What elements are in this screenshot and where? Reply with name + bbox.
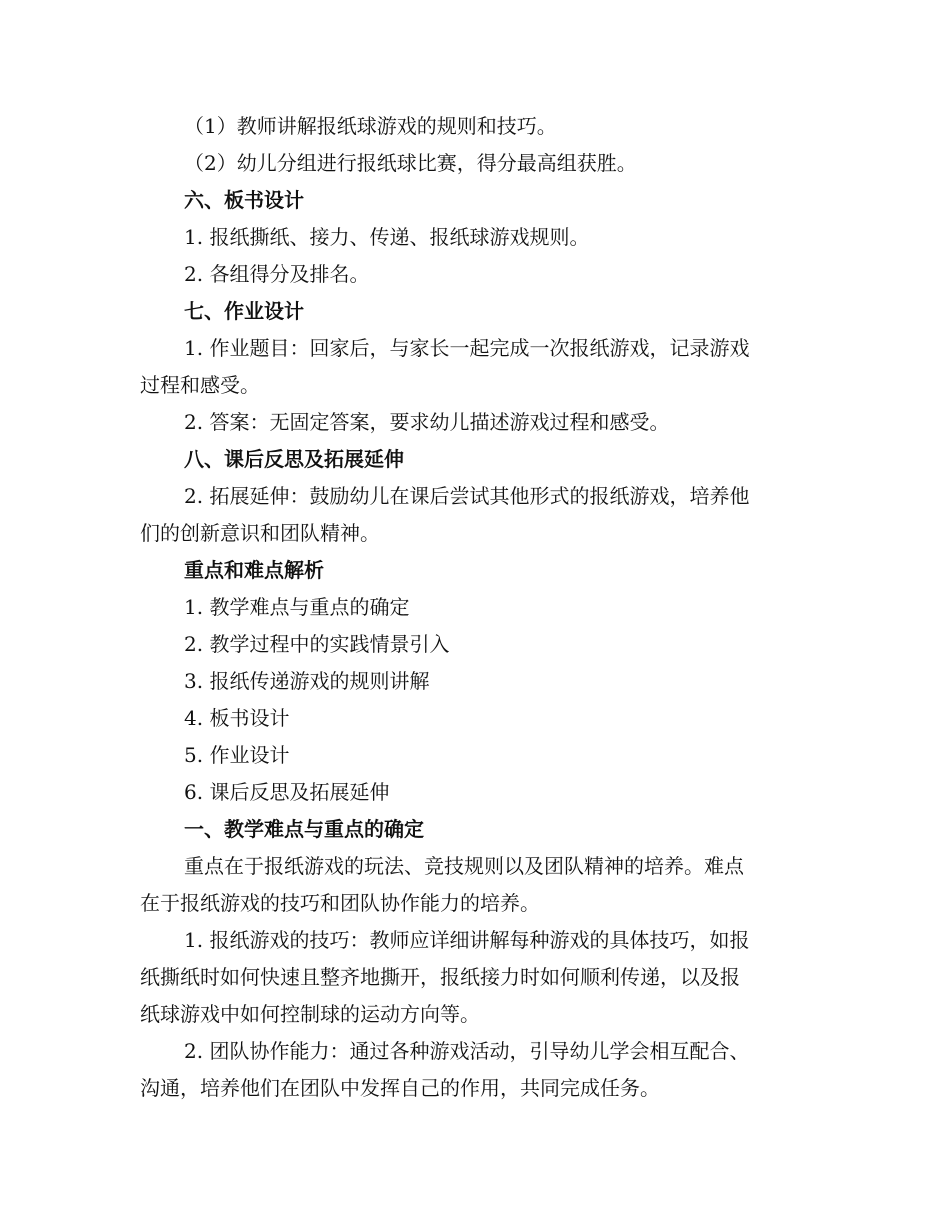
analysis-list-item-3: 3. 报纸传递游戏的规则讲解: [184, 669, 430, 693]
section-heading-key-difficult: 一、教学难点与重点的确定: [184, 817, 424, 841]
analysis-list-item-6: 6. 课后反思及拓展延伸: [184, 780, 390, 804]
paragraph-teamwork: 2. 团队协作能力：通过各种游戏活动，引导幼儿学会相互配合、: [184, 1039, 750, 1063]
paragraph-game-skills-cont-1: 纸撕纸时如何快速且整齐地撕开，报纸接力时如何顺利传递，以及报: [140, 965, 740, 989]
paragraph-key-points-cont: 在于报纸游戏的技巧和团队协作能力的培养。: [140, 891, 540, 915]
section-heading-board-design: 六、板书设计: [184, 188, 304, 212]
reflection-item-2: 2. 拓展延伸：鼓励幼儿在课后尝试其他形式的报纸游戏，培养他: [184, 484, 750, 508]
homework-item-1: 1. 作业题目：回家后，与家长一起完成一次报纸游戏，记录游戏: [184, 336, 750, 360]
board-design-item-1: 1. 报纸撕纸、接力、传递、报纸球游戏规则。: [184, 225, 590, 249]
paragraph-key-points: 重点在于报纸游戏的玩法、竞技规则以及团队精神的培养。难点: [184, 854, 744, 878]
paragraph-game-skills-cont-2: 纸球游戏中如何控制球的运动方向等。: [140, 1002, 480, 1026]
analysis-list-item-5: 5. 作业设计: [184, 743, 290, 767]
analysis-list-item-1: 1. 教学难点与重点的确定: [184, 595, 410, 619]
activity-step-2: （2）幼儿分组进行报纸球比赛，得分最高组获胜。: [184, 151, 637, 175]
section-heading-reflection: 八、课后反思及拓展延伸: [184, 447, 404, 471]
activity-step-1: （1）教师讲解报纸球游戏的规则和技巧。: [184, 114, 557, 138]
board-design-item-2: 2. 各组得分及排名。: [184, 262, 370, 286]
homework-item-1-cont: 过程和感受。: [140, 373, 260, 397]
paragraph-teamwork-cont: 沟通，培养他们在团队中发挥自己的作用，共同完成任务。: [140, 1076, 660, 1100]
section-heading-homework: 七、作业设计: [184, 299, 304, 323]
analysis-list-item-4: 4. 板书设计: [184, 706, 290, 730]
homework-item-2: 2. 答案：无固定答案，要求幼儿描述游戏过程和感受。: [184, 410, 670, 434]
paragraph-game-skills: 1. 报纸游戏的技巧：教师应详细讲解每种游戏的具体技巧，如报: [184, 928, 750, 952]
analysis-list-item-2: 2. 教学过程中的实践情景引入: [184, 632, 450, 656]
heading-key-difficult-analysis: 重点和难点解析: [184, 558, 324, 582]
reflection-item-2-cont: 们的创新意识和团队精神。: [140, 521, 380, 545]
